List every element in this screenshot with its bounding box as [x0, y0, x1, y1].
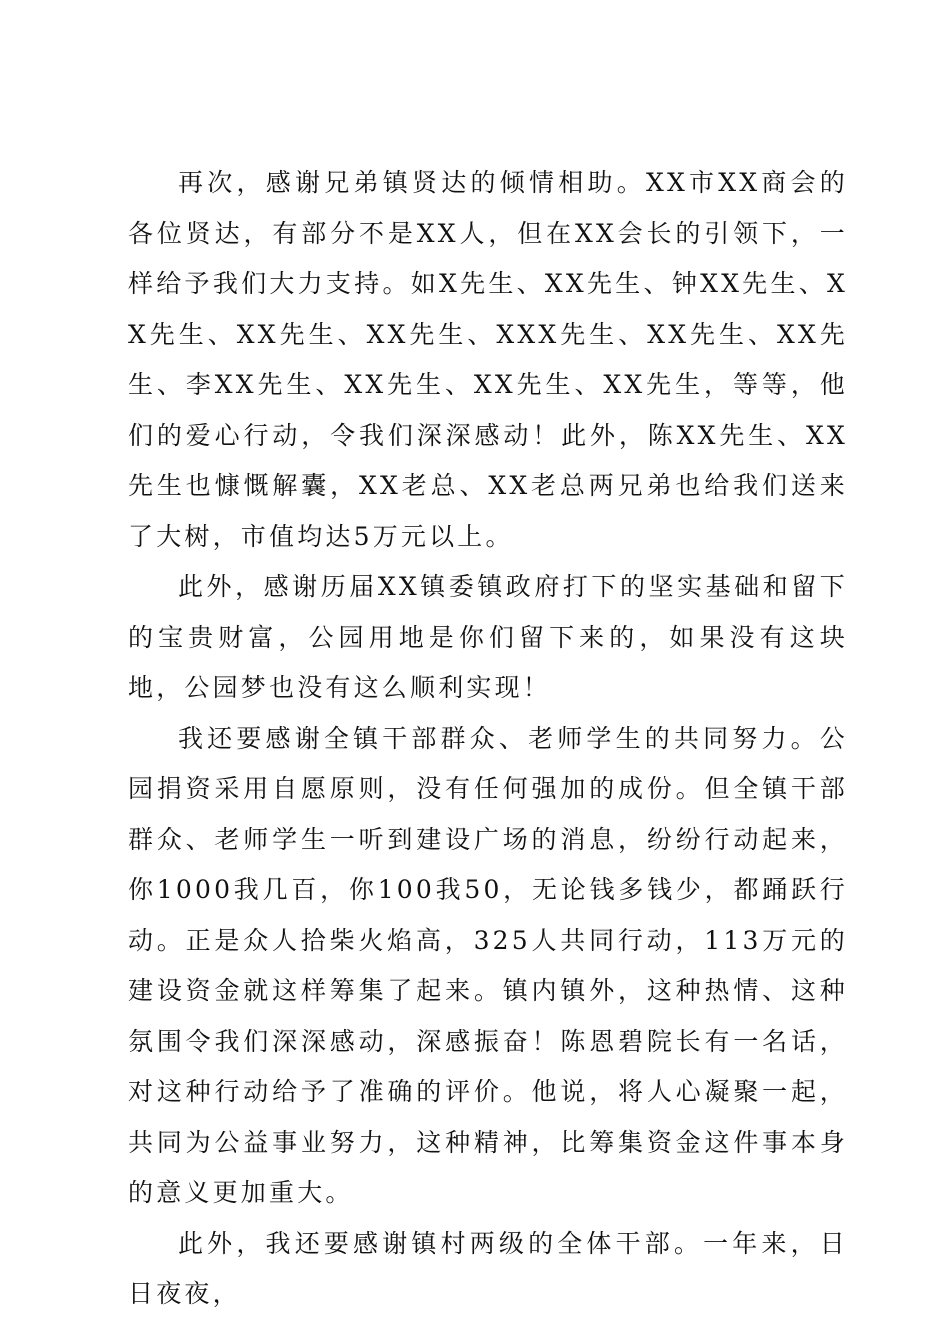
paragraph-thanks-neighbor-towns: 再次，感谢兄弟镇贤达的倾情相助。XX市XX商会的各位贤达，有部分不是XX人，但在XX会长的引领下，一样给予我们大力支持。如X先生、XX先生、钟XX先生、XX先生、XX先生、XX先生、XXX先生、XX先生、XX先生、李XX先生、XX先生、XX先生、XX先生，等等，他们的爱心行动，令我们深深感动！此外，陈XX先生、XX先生也慷慨解囊，XX老总、XX老总两兄弟也给我们送来了大树，市值均达5万元以上。 [128, 168, 848, 551]
paragraph-thanks-town-residents: 我还要感谢全镇干部群众、老师学生的共同努力。公园捐资采用自愿原则，没有任何强加的成份。但全镇干部群众、老师学生一听到建设广场的消息，纷纷行动起来，你1000我几百，你100我50，无论钱多钱少，都踊跃行动。正是众人拾柴火焰高，325人共同行动，113万元的建设资金就这样筹集了起来。镇内镇外，这种热情、这种氛围令我们深深感动，深感振奋！陈恩碧院长有一名话，对这种行动给予了准确的评价。他说，将人心凝聚一起，共同为公益事业努力，这种精神，比筹集资金这件事本身的意义更加重大。 [128, 723, 848, 1207]
paragraph-thanks-cadres: 此外，我还要感谢镇村两级的全体干部。一年来，日日夜夜， [128, 1228, 848, 1308]
paragraph-thanks-previous-government: 此外，感谢历届XX镇委镇政府打下的坚实基础和留下的宝贵财富，公园用地是你们留下来的，如果没有这块地，公园梦也没有这么顺利实现！ [128, 572, 848, 702]
document-body [128, 158, 848, 1320]
